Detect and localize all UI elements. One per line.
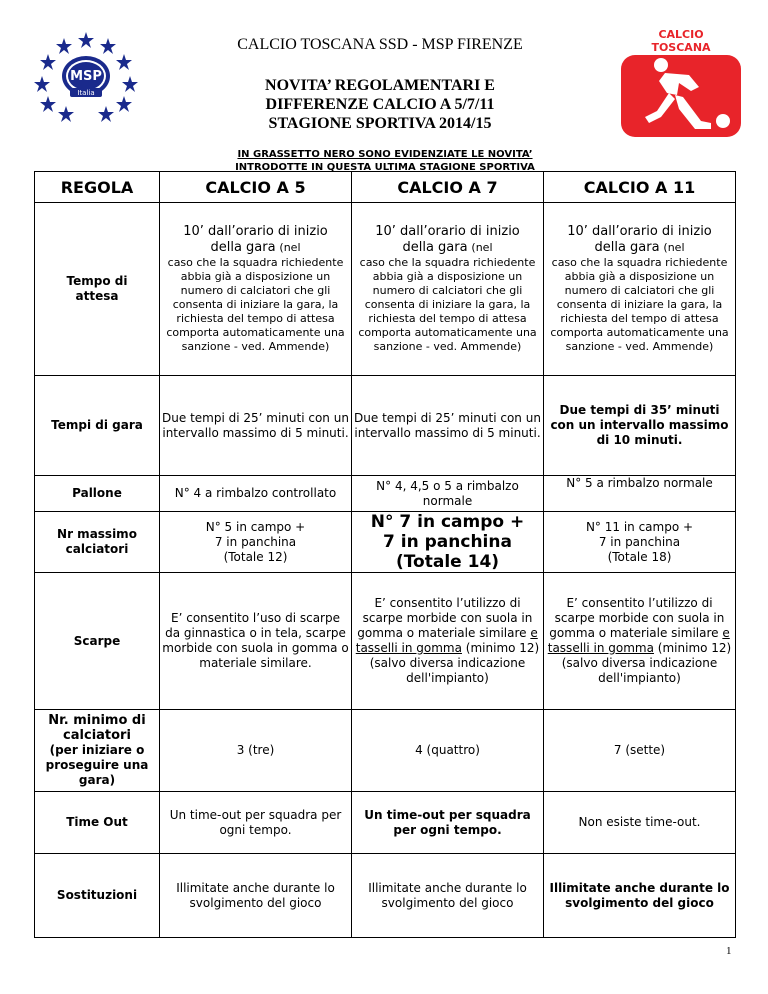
row-sostituzioni: [35, 854, 736, 938]
cell-line: N° 5 in campo +: [205, 519, 306, 534]
attesa-main: della gara: [402, 240, 468, 255]
rules-comparison-table: [34, 171, 736, 938]
cell-text: E’ consentito l’utilizzo di scarpe morbide con suola in gomma o materiale similare: [357, 596, 533, 640]
cell-minimo-c5: 3 (tre): [160, 710, 352, 792]
attesa-main-nel: (nel: [279, 241, 301, 254]
cell-line: 7 in panchina: [214, 534, 297, 549]
header-calcio-11: CALCIO A 11: [544, 172, 736, 203]
cell-attesa-c5: [160, 203, 352, 376]
header-calcio-7: CALCIO A 7: [352, 172, 544, 203]
msp-italia-logo: [34, 30, 138, 126]
org-title: CALCIO TOSCANA SSD - MSP FIRENZE: [237, 36, 523, 53]
attesa-detail: caso che la squadra richiedente abbia già a disposizione un numero di calciatori che gli consenta di iniziare la gara, la richiesta del tempo di attesa comporta automaticamente una sanzione - ved. Ammende): [166, 256, 345, 353]
cell-pallone-c7: N° 4, 4,5 o 5 a rimbalzo normale: [352, 476, 544, 512]
doc-title-line-2: DIFFERENZE CALCIO A 5/7/11: [265, 96, 495, 113]
row-time-out: [35, 792, 736, 854]
doc-title-line-1: NOVITA’ REGOLAMENTARI E: [265, 77, 495, 94]
cell-attesa-c7: [352, 203, 544, 376]
label-nr-massimo: [35, 512, 160, 573]
cell-massimo-c5: [160, 512, 352, 573]
row-tempo-attesa: [35, 203, 736, 376]
cell-line: (Totale 14): [395, 552, 500, 572]
cell-line: (Totale 18): [607, 549, 672, 564]
cell-sostituzioni-c5: Illimitate anche durante lo svolgimento del gioco: [160, 854, 352, 938]
cell-pallone-c11: N° 5 a rimbalzo normale: [544, 476, 736, 512]
label-pallone: Pallone: [35, 476, 160, 512]
attesa-detail: caso che la squadra richiedente abbia già a disposizione un numero di calciatori che gli consenta di iniziare la gara, la richiesta del tempo di attesa comporta automaticamente una sanzione - ved. Ammende): [358, 256, 537, 353]
label-part: Nr massimo: [57, 527, 137, 541]
attesa-main: 10’ dall’orario di inizio: [567, 224, 712, 239]
cell-sostituzioni-c7: Illimitate anche durante lo svolgimento del gioco: [352, 854, 544, 938]
doc-title-line-3: STAGIONE SPORTIVA 2014/15: [268, 115, 492, 132]
note-line-2: INTRODOTTE IN QUESTA ULTIMA STAGIONE SPORTIVA: [235, 162, 535, 173]
label-time-out: Time Out: [35, 792, 160, 854]
cell-scarpe-c11: [544, 573, 736, 710]
cell-massimo-c7: [352, 512, 544, 573]
cell-timeout-c5: Un time-out per squadra per ogni tempo.: [160, 792, 352, 854]
cell-line: (Totale 12): [223, 549, 288, 564]
cell-gara-c5: Due tempi di 25’ minuti con un intervallo massimo di 5 minuti.: [160, 376, 352, 476]
page-number: 1: [726, 945, 732, 957]
ct-logo-line-1: CALCIO: [658, 28, 704, 41]
cell-gara-c11: Due tempi di 35’ minuti con un intervallo massimo di 10 minuti.: [544, 376, 736, 476]
document-title: [170, 76, 590, 133]
cell-text: E’ consentito l’utilizzo di scarpe morbide con suola in gomma o materiale similare: [549, 596, 725, 640]
label-scarpe: Scarpe: [35, 573, 160, 710]
cell-line: N° 11 in campo +: [585, 519, 694, 534]
row-scarpe: [35, 573, 736, 710]
attesa-detail: caso che la squadra richiedente abbia già a disposizione un numero di calciatori che gli consenta di iniziare la gara, la richiesta del tempo di attesa comporta automaticamente una sanzione - ved. Ammende): [550, 256, 729, 353]
label-nr-minimo: [35, 710, 160, 792]
cell-gara-c7: Due tempi di 25’ minuti con un intervallo massimo di 5 minuti.: [352, 376, 544, 476]
label-part: Nr. minimo di calciatori: [48, 713, 146, 743]
msp-logo-subtext: Italia: [77, 89, 95, 97]
cell-attesa-c11: [544, 203, 736, 376]
header-regola: REGOLA: [35, 172, 160, 203]
attesa-main: 10’ dall’orario di inizio: [375, 224, 520, 239]
note-line-1: IN GRASSETTO NERO SONO EVIDENZIATE LE NOVITA’: [237, 149, 533, 160]
attesa-main-nel: (nel: [471, 241, 493, 254]
table-header-row: [35, 172, 736, 203]
cell-scarpe-c7: [352, 573, 544, 710]
cell-minimo-c11: 7 (sette): [544, 710, 736, 792]
document-header: [170, 36, 590, 133]
cell-text: (minimo 12) (salvo diversa indicazione dell'impianto): [561, 641, 732, 685]
calcio-toscana-logo: [619, 25, 743, 139]
ct-logo-line-2: TOSCANA: [651, 41, 711, 54]
label-part: attesa: [75, 289, 119, 303]
cell-text: (minimo 12) (salvo diversa indicazione dell'impianto): [369, 641, 540, 685]
cell-pallone-c5: N° 4 a rimbalzo controllato: [160, 476, 352, 512]
row-tempi-gara: [35, 376, 736, 476]
cell-timeout-c7: Un time-out per squadra per ogni tempo.: [352, 792, 544, 854]
cell-timeout-c11: Non esiste time-out.: [544, 792, 736, 854]
label-tempi-gara: Tempi di gara: [35, 376, 160, 476]
header-calcio-5: CALCIO A 5: [160, 172, 352, 203]
msp-logo-text: MSP: [70, 69, 102, 84]
cell-text-underlined: e tasselli in gomma: [355, 626, 538, 655]
cell-text-underlined: e tasselli in gomma: [547, 626, 730, 655]
cell-sostituzioni-c11: Illimitate anche durante lo svolgimento del gioco: [544, 854, 736, 938]
label-sostituzioni: Sostituzioni: [35, 854, 160, 938]
cell-scarpe-c5: E’ consentito l’uso di scarpe da ginnastica o in tela, scarpe morbide con suola in gomma o materiale similare.: [160, 573, 352, 710]
cell-line: 7 in panchina: [598, 534, 681, 549]
cell-massimo-c11: [544, 512, 736, 573]
row-nr-minimo: [35, 710, 736, 792]
attesa-main: della gara: [594, 240, 660, 255]
row-pallone: [35, 476, 736, 512]
attesa-main-nel: (nel: [663, 241, 685, 254]
cell-line: 7 in panchina: [383, 532, 512, 552]
label-part: calciatori: [65, 542, 129, 556]
cell-minimo-c7: 4 (quattro): [352, 710, 544, 792]
attesa-main: della gara: [210, 240, 276, 255]
label-part: (per iniziare o proseguire una gara): [45, 743, 149, 787]
label-part: Tempo di: [66, 274, 128, 288]
cell-line: N° 7 in campo +: [370, 512, 525, 532]
row-nr-massimo: [35, 512, 736, 573]
label-tempo-attesa: [35, 203, 160, 376]
attesa-main: 10’ dall’orario di inizio: [183, 224, 328, 239]
